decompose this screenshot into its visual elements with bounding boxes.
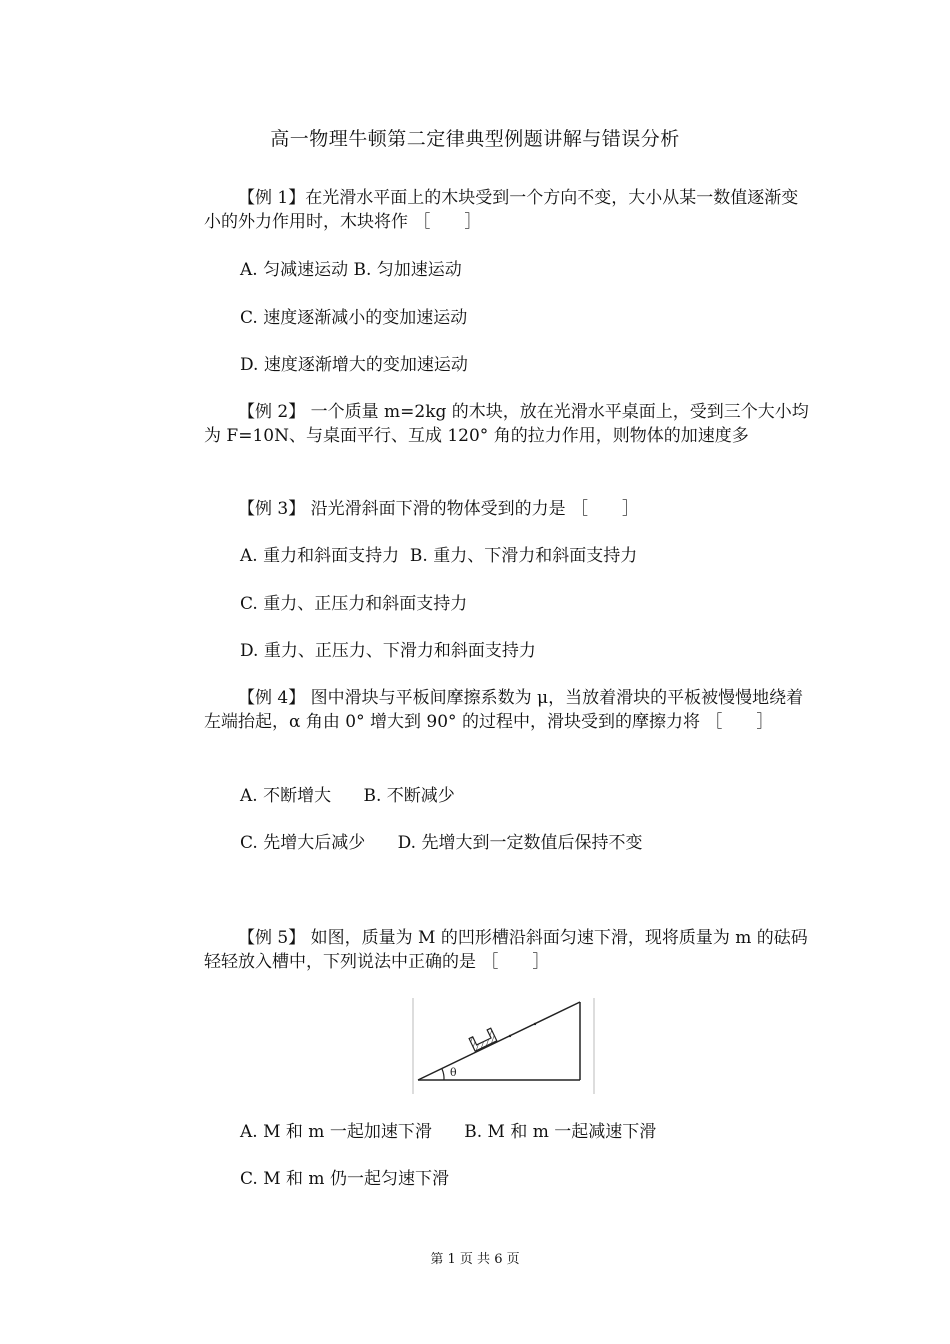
incline-figure [410,996,596,1096]
example-5-question: 【例 5】 如图，质量为 M 的凹形槽沿斜面匀速下滑，现将质量为 m 的砝码轻轻放入槽中，下列说法中正确的是 ［ ］ [204,928,808,972]
example-1-option-c: C. 速度逐渐减小的变加速运动 [240,308,468,328]
example-2-question: 【例 2】 一个质量 m=2kg 的木块，放在光滑水平桌面上，受到三个大小均为 F=10N、与桌面平行、互成 120° 角的拉力作用，则物体的加速度多 [204,402,809,446]
example-1-option-d: D. 速度逐渐增大的变加速运动 [240,355,468,375]
incline-diagram [410,996,596,1096]
angle-label: θ [450,1066,457,1079]
example-1-question: 【例 1】在光滑水平面上的木块受到一个方向不变，大小从某一数值逐渐变小的外力作用时，木块将作 ［ ］ [204,188,799,232]
example-5-option-ab: A. M 和 m 一起加速下滑 B. M 和 m 一起减速下滑 [240,1122,657,1142]
page-footer: 第 1 页 共 6 页 [430,1252,520,1267]
example-3-question: 【例 3】 沿光滑斜面下滑的物体受到的力是 ［ ］ [238,499,640,519]
example-3-option-ab: A. 重力和斜面支持力 B. 重力、下滑力和斜面支持力 [240,546,638,566]
incline-plane [418,1002,580,1080]
example-4-option-cd: C. 先增大后减少 D. 先增大到一定数值后保持不变 [240,833,643,853]
example-4-option-ab: A. 不断增大 B. 不断减少 [240,786,455,806]
example-4-question: 【例 4】 图中滑块与平板间摩擦系数为 μ，当放着滑块的平板被慢慢地绕着左端抬起，α 角由 0° 增大到 90° 的过程中，滑块受到的摩擦力将 ［ ］ [204,688,804,732]
example-1-option-ab: A. 匀减速运动 B. 匀加速运动 [240,260,462,280]
groove-block [469,1028,497,1051]
angle-arc [442,1069,444,1080]
example-3-option-d: D. 重力、正压力、下滑力和斜面支持力 [240,641,536,661]
example-5-option-c: C. M 和 m 仍一起匀速下滑 [240,1169,449,1189]
page-title: 高一物理牛顿第二定律典型例题讲解与错误分析 [270,128,680,150]
example-3-option-c: C. 重力、正压力和斜面支持力 [240,594,468,614]
